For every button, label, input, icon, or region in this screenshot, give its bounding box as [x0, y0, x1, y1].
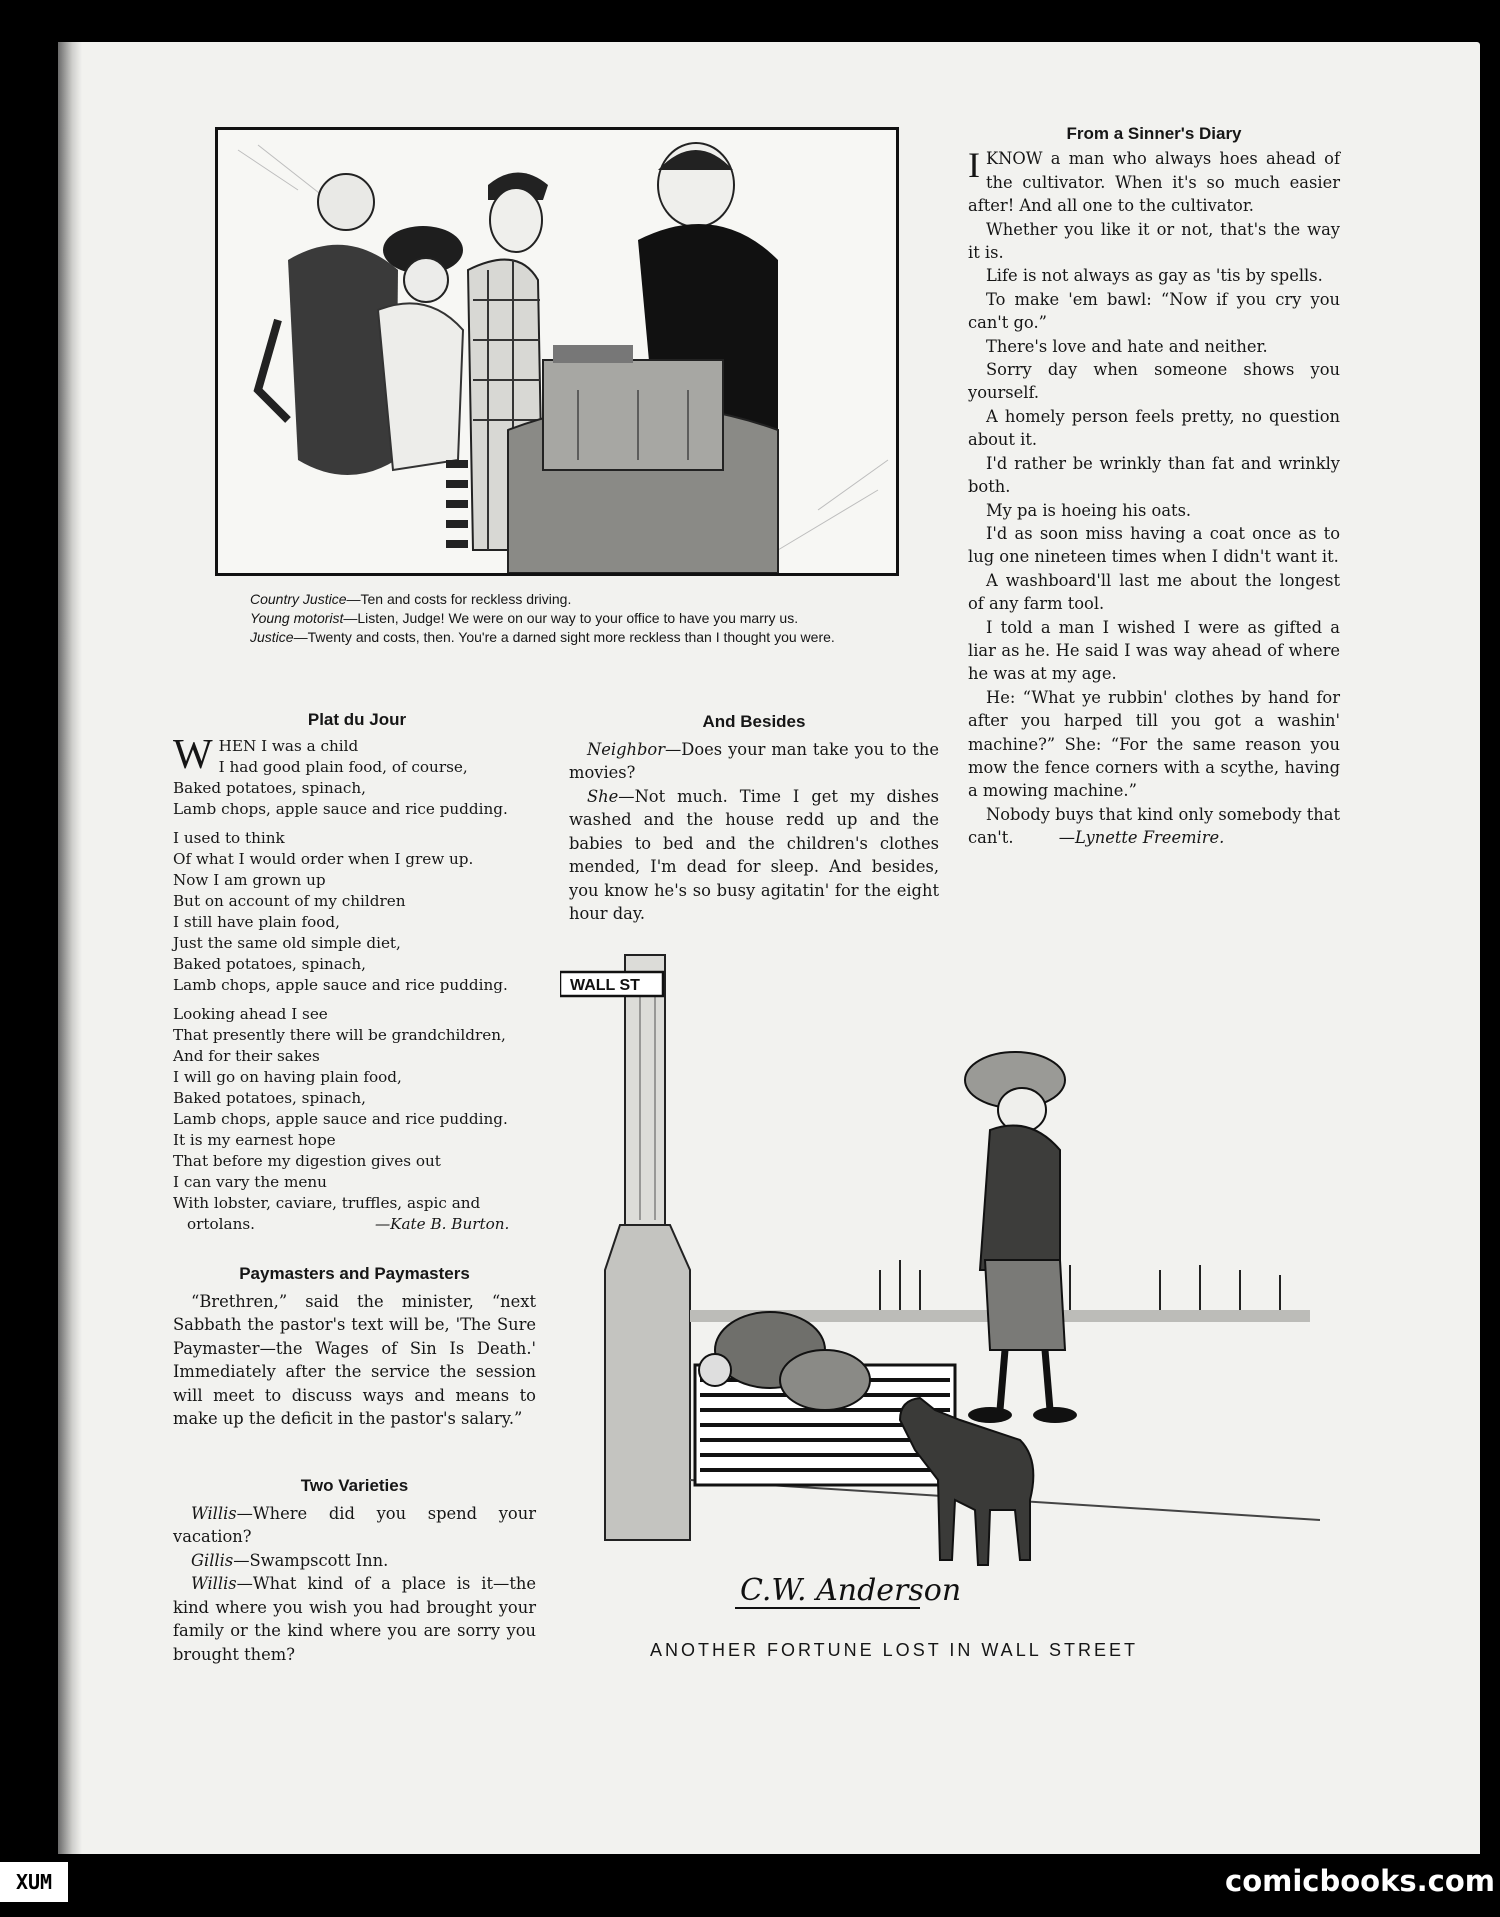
and-besides-article: And Besides Neighbor—Does your man take you to the movies? She—Not much. Time I get my dishes washed and the house redd up and the babies to bed and the children's clothes mended, I'm dead for sleep. And besides, you know he's so busy agitatin' for the eight hour day.: [569, 712, 939, 923]
sinners-diary-signature: —Lynette Freemire.: [1058, 828, 1225, 848]
plat-du-jour-article: [173, 710, 541, 1243]
and-besides-title: And Besides: [702, 712, 806, 731]
caption-line-3: Justice—Twenty and costs, then. You're a darned sight more reckless than I thought you were.: [250, 629, 835, 645]
wall-street-caption: ANOTHER FORTUNE LOST IN WALL STREET: [650, 1640, 1139, 1660]
paymasters-text: “Brethren,” said the minister, “next Sabbath the pastor's text will be, 'The Sure Paymaster—the Wages of Sin Is Death.' Immediately after the service the session will meet to discuss ways and means to make up the deficit in the pastor's salary.”: [173, 1291, 536, 1428]
page-gutter-shadow: [58, 42, 82, 1854]
stanza-3: Looking ahead I see That presently there will be grandchildren, And for their sakes I will go on having plain food, Baked potatoes, spinach, Lamb chops, apple sauce and rice pudding. It is my earnest hope That before my digestion gives out I can vary the menu With lobster, caviare, truffles, aspic and ortolans. —Kate B. Burton.: [173, 1005, 510, 1233]
courtroom-cartoon: [215, 127, 899, 576]
artist-signature: C.W. Anderson: [740, 1573, 962, 1608]
sinners-diary-article: From a Sinner's Diary IKNOW a man who always hoes ahead of the cultivator. When it's so much easier after! And all one to the cultivator. Whether you like it or not, that's the way it is. Life is not always as gay as 'tis by spells. To make 'em bawl: “Now if you cry you can't go.” There's love and hate and neither. Sorry day when someone shows you yourself. A homely person feels pretty, no question about it. I'd rather be wrinkly than fat and wrinkly both. My pa is hoeing his oats. I'd as soon miss having a coat once as to lug one nineteen times when I didn't want it. A washboard'll last me about the longest of any farm tool. I told a man I wished I were as gifted a liar as he. He said I was way ahead of where he was at my age. He: “What ye rubbin' clothes by hand for after you harped till you got a washin' machine?” She: “For the same reason you mow the fence corners with a scythe, having a mowing machine.” Nobody buys that kind only somebody that can't. —Lynette Freemire.: [968, 124, 1340, 848]
plat-du-jour-title: Plat du Jour: [307, 710, 407, 729]
wall-street-sign: WALL ST: [570, 977, 640, 994]
xum-badge: XUM: [0, 1862, 68, 1902]
courtroom-caption: [228, 590, 883, 647]
caption-line-2: Young motorist—Listen, Judge! We were on our way to your office to have you marry us.: [250, 610, 799, 626]
drop-cap-w: W: [173, 732, 213, 778]
paymasters-article: [173, 1262, 536, 1431]
courtroom-drawing: [218, 130, 896, 573]
caption-line-1: Country Justice—Ten and costs for reckless driving.: [250, 591, 572, 607]
plat-du-jour-signature: —Kate B. Burton.: [374, 1215, 510, 1233]
paymasters-title: Paymasters and Paymasters: [239, 1264, 470, 1283]
stanza-2: I used to think Of what I would order when I grew up. Now I am grown up But on account of my children I still have plain food, Just the same old simple diet, Baked potatoes, spinach, Lamb chops, apple sauce and rice pudding.: [173, 829, 508, 994]
wall-street-cartoon: [560, 940, 1320, 1640]
two-varieties-title: Two Varieties: [300, 1476, 409, 1495]
comicbooks-watermark: comicbooks.com: [1225, 1864, 1495, 1898]
sinners-diary-title: From a Sinner's Diary: [1066, 124, 1242, 143]
stanza-1: WHEN I was a child I had good plain food, of course, Baked potatoes, spinach, Lamb chops, apple sauce and rice pudding.: [173, 732, 508, 818]
two-varieties-article: Two Varieties Willis—Where did you spend your vacation? Gillis—Swampscott Inn. Willis—What kind of a place is it—the kind where you wish you had brought your family or the kind where you are sorry you brought them?: [173, 1476, 536, 1664]
wall-street-drawing: [560, 940, 1320, 1640]
drop-cap-i: I: [968, 145, 980, 186]
